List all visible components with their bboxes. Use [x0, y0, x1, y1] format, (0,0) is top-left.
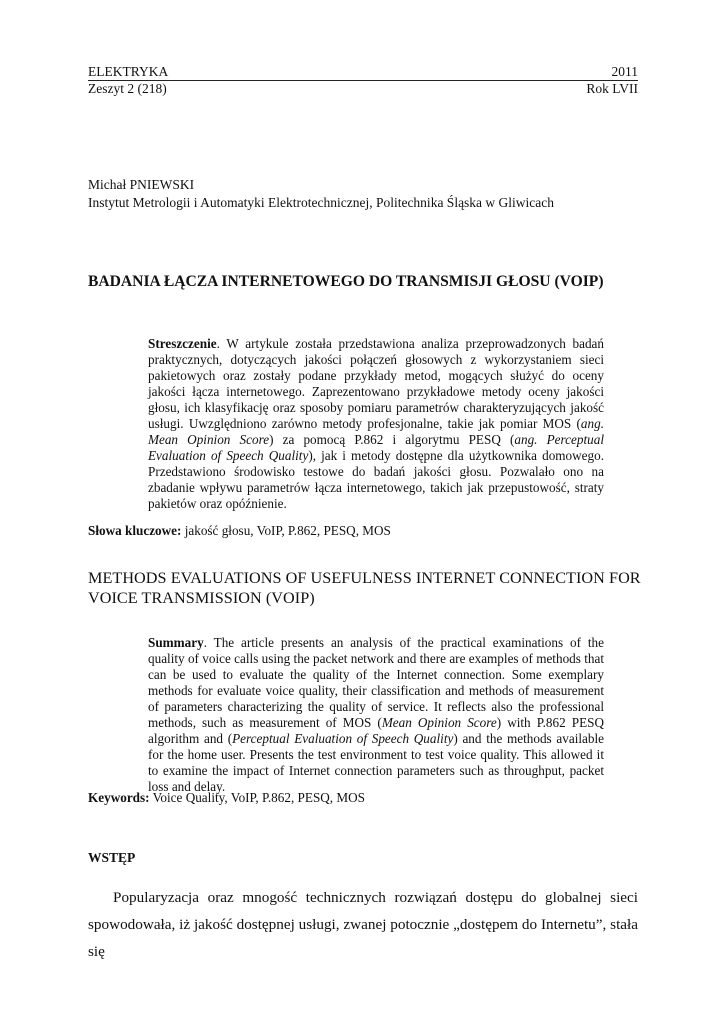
author-block	[88, 176, 648, 212]
abstract-polish	[148, 336, 604, 512]
journal-year: 2011	[611, 64, 638, 79]
title-polish: BADANIA ŁĄCZA INTERNETOWEGO DO TRANSMISJI GŁOSU (VOIP)	[88, 273, 604, 290]
keywords-pl-label: Słowa kluczowe:	[88, 523, 182, 538]
keywords-pl-value: jakość głosu, VoIP, P.862, PESQ, MOS	[181, 523, 391, 538]
title-english: METHODS EVALUATIONS OF USEFULNESS INTERNET CONNECTION FOR VOICE TRANSMISSION (VOIP)	[88, 569, 641, 607]
abstract-english	[148, 635, 604, 795]
abstract-en-italic-2: Perceptual Evaluation of Speech Quality	[232, 731, 454, 746]
section-heading: WSTĘP	[88, 850, 136, 865]
abstract-pl-text-2: ) za pomocą P.862 i algorytmu PESQ (	[269, 432, 515, 447]
running-header-bottom	[88, 81, 638, 97]
keywords-en-label: Keywords:	[88, 790, 150, 805]
journal-name: ELEKTRYKA	[88, 64, 169, 79]
abstract-pl-italic-1: ang. Mean Opinion Score	[148, 416, 604, 447]
keywords-polish	[88, 523, 391, 539]
keywords-english	[88, 790, 365, 806]
journal-issue: Zeszyt 2 (218)	[88, 81, 167, 96]
keywords-en-value: Voice Quality, VoIP, P.862, PESQ, MOS	[149, 790, 365, 805]
abstract-en-label: Summary	[148, 635, 204, 650]
abstract-pl-label: Streszczenie	[148, 336, 217, 351]
author-name: Michał PNIEWSKI	[88, 177, 195, 192]
abstract-en-text-2: ) with P.862 PESQ algorithm and (	[148, 715, 604, 746]
abstract-en-text-3: ) and the methods available for the home user. Presents the test environment to test voice quality. This allowed it to examine the impact of Internet connection parameters such as throughput, packet loss and delay.	[148, 731, 604, 794]
abstract-pl-italic-2: ang. Perceptual Evaluation of Speech Quality	[148, 432, 604, 463]
abstract-en-text-1: . The article presents an analysis of the practical examinations of the quality of voice calls using the packet network and there are examples of methods that can be used to evaluate the quality of the Internet connection. Some exemplary methods for evaluate voice quality, their classification and methods of measurement of parameters characterizing the quality of service. It reflects also the professional methods, such as measurement of MOS (	[148, 635, 604, 730]
abstract-pl-text-1: . W artykule została przedstawiona analiza przeprowadzonych badań praktycznych, dotyczących jakości połączeń głosowych z wykorzystaniem sieci pakietowych oraz zostały podane przykłady metod, mogących służyć do oceny jakości łącza internetowego. Zaprezentowano przykładowe metody oceny jakości głosu, ich klasyfikację oraz sposoby pomiaru parametrów charakteryzujących jakość usługi. Uwzględniono zarówno metody profesjonalne, takie jak pomiar MOS (	[148, 336, 604, 431]
author-affiliation: Instytut Metrologii i Automatyki Elektrotechnicznej, Politechnika Śląska w Gliwicach	[88, 195, 555, 210]
abstract-en-italic-1: Mean Opinion Score	[381, 715, 497, 730]
body-paragraph: Popularyzacja oraz mnogość technicznych rozwiązań dostępu do globalnej sieci spowodowała, iż jakość dostępnej usługi, zwanej potocznie „dostępem do Internetu”, stała się	[88, 889, 638, 960]
journal-volume: Rok LVII	[586, 81, 638, 96]
abstract-pl-text-3: ), jak i metody dostępne dla użytkownika domowego. Przedstawiono środowisko testowe do badań jakości głosu. Pozwalało ono na zbadanie wpływu parametrów łącza internetowego, takich jak przepustowość, straty pakietów oraz opóźnienie.	[148, 448, 604, 511]
running-header-top	[88, 64, 638, 80]
